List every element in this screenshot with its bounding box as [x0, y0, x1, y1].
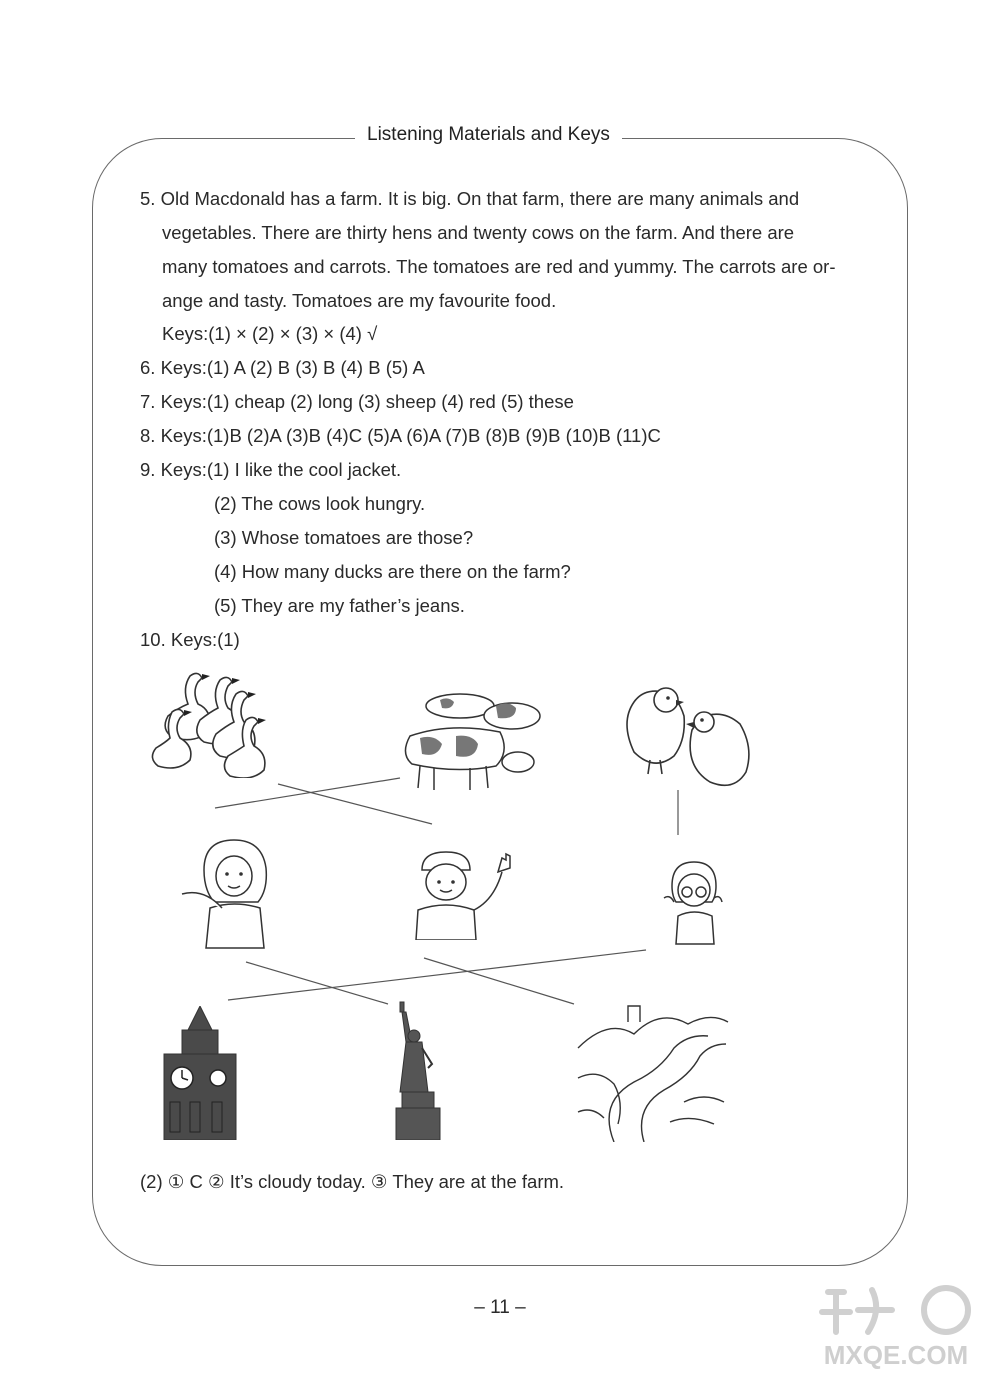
page-number: – 11 –: [474, 1297, 526, 1318]
statue-of-liberty-picture: [386, 1000, 452, 1140]
svg-text:MXQE.COM: MXQE.COM: [823, 1340, 969, 1370]
q10-label: 10. Keys:(1): [140, 629, 240, 650]
q9-item-2: (2) The cows look hungry.: [214, 493, 426, 514]
girl-with-glasses-picture: [658, 860, 728, 950]
watermark-logo: [806, 1270, 986, 1370]
q8-keys: 8. Keys:(1)B (2)A (3)B (4)C (5)A (6)A (7)B (8)B (9)B (10)B (11)C: [140, 425, 661, 446]
q5-keys: Keys:(1) × (2) × (3) × (4) √: [162, 323, 378, 344]
q5-line-1: 5. Old Macdonald has a farm. It is big. On that farm, there are many animals and: [140, 188, 800, 209]
q7-keys: 7. Keys:(1) cheap (2) long (3) sheep (4) red (5) these: [140, 391, 574, 412]
watermark-graphic: [806, 1270, 986, 1370]
q6-keys: 6. Keys:(1) A (2) B (3) B (4) B (5) A: [140, 357, 425, 378]
q5-line-2: vegetables. There are thirty hens and twenty cows on the farm. And there are: [162, 222, 795, 243]
q9-item-4: (4) How many ducks are there on the farm?: [214, 561, 571, 582]
q10-part2: (2) ① C ② It’s cloudy today. ③ They are at the farm.: [140, 1171, 565, 1192]
q5-line-4: ange and tasty. Tomatoes are my favourite food.: [162, 290, 557, 311]
great-wall-picture: [574, 1002, 730, 1142]
q9-keys: 9. Keys:(1) I like the cool jacket.: [140, 459, 402, 480]
boy-picture: [404, 850, 524, 940]
q9-item-5: (5) They are my father’s jeans.: [214, 595, 465, 616]
section-title: Listening Materials and Keys: [355, 124, 622, 146]
cows-picture: [400, 686, 550, 794]
geese-picture: [150, 668, 280, 778]
hens-picture: [614, 682, 754, 794]
girl-picture: [174, 838, 274, 950]
q9-item-3: (3) Whose tomatoes are those?: [214, 527, 474, 548]
big-ben-picture: [160, 1006, 240, 1140]
q5-line-3: many tomatoes and carrots. The tomatoes are red and yummy. The carrots are or-: [162, 256, 836, 277]
